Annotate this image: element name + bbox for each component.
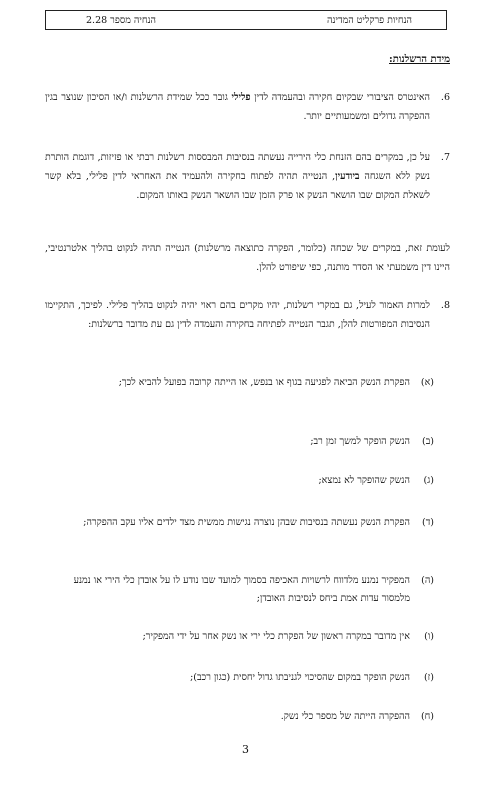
- text-segment: האינטרס הציבורי שבקיום חקירה ובהעמדה לדין: [250, 92, 430, 103]
- paragraph-text: [45, 88, 430, 126]
- list-item-letter: (ב): [422, 436, 434, 447]
- list-item-text: הנשק הופקר במקום שהסיכוי לגניבתו גדול יחסית (כגון רכב);: [190, 672, 410, 683]
- paragraph-7: [45, 148, 450, 205]
- paragraph-number: 6.: [440, 92, 450, 103]
- paragraph-number: 7.: [440, 152, 450, 163]
- text-segment: , הנטייה תהיה לפתוח בחקירה ולהעמיד את האחראי לדין פלילי, בלא קשר לשאלת המקום שבו הושאר הנשק או פרק הזמן שבו הושאר הנשק באותו המקום.: [45, 171, 430, 201]
- list-item-letter: (ח): [420, 711, 434, 722]
- paragraph-text: לעומת זאת, במקרים של שכחה (כלומר, הפקרה כתוצאה מרשלנות) הנטייה תהיה לנקוט בהליך אלטרנטיבי, היינו דין משמעתי או הסדר מותנה, כפי שיפורט להלן.: [45, 243, 450, 273]
- list-item-text: הפקרת הנשק הביאה לפגיעה בגוף או בנפש, או הייתה קרובה בפועל להביא לכך;: [118, 377, 410, 388]
- list-item-letter: (ד): [422, 517, 434, 528]
- list-item: [45, 572, 450, 608]
- paragraph-7-continuation: [45, 239, 450, 277]
- page-header: [45, 10, 447, 30]
- paragraph-8: [45, 296, 450, 334]
- list-item-letter: (ו): [424, 631, 434, 642]
- paragraph-text: למרות האמור לעיל, גם במקרי רשלנות, יהיו מקרים בהם ראוי יהיה לנקוט בהליך פלילי. לפיכך, התקיימו הנסיבות המפורטות להלן, תגבר הנטייה לפתיחה בחקירה והעמדה לדין גם עת מדובר ברשלנות:: [45, 300, 430, 330]
- section-title: מידת הרשלנות:: [389, 54, 450, 65]
- list-item: [45, 514, 450, 532]
- list-item: [45, 472, 450, 490]
- list-item-text: הנשק שהופקר לא נמצא;: [318, 475, 410, 486]
- paragraph-text: [45, 148, 430, 205]
- paragraph-number: 8.: [440, 300, 450, 311]
- list-item-text: הפקרת הנשק נעשתה בנסיבות שבהן נוצרה נגישות ממשית מצד ילדים אליו עקב ההפקרה;: [83, 517, 410, 528]
- text-segment: על כן, במקרים בהם הזנחת כלי הירייה נעשתה בנסיבות המבססות רשלנות רבתי או פזיזות, דוגמת הותרת נשק ללא השגחה: [45, 152, 430, 182]
- list-item: [45, 374, 450, 392]
- page-number: 3: [242, 743, 249, 756]
- list-item-text: המפקיר נמנע מלדווח לרשויות האכיפה בסמוך למועד שבו נודע לו על אובדן כלי הירי או נמנע מלמסור עדות אמת ביחס לנסיבות האובדן;: [73, 575, 410, 604]
- header-title: הנחיות פרקליט המדינה: [326, 14, 412, 26]
- list-item-text: אין מדובר במקרה ראשון של הפקרת כלי ירי או נשק אחר על ידי המפקיר;: [142, 631, 410, 642]
- text-segment: גובר ככל שמידת הרשלנות ו/או הסיכון שנוצר בגין ההפקרה גדולים ומשמעותיים יותר.: [45, 92, 430, 122]
- header-directive-number: הנחיה מספר 2.28: [86, 14, 157, 26]
- list-item: [45, 708, 450, 726]
- list-item: [45, 433, 450, 451]
- list-item-letter: (ה): [421, 575, 434, 586]
- list-item: [45, 628, 450, 646]
- bold-segment: ביודעין: [335, 171, 360, 182]
- list-item-text: הנשק הופקר למשך זמן רב;: [310, 436, 410, 447]
- list-item-letter: (א): [420, 377, 434, 388]
- bold-segment: פלילי: [231, 92, 251, 103]
- list-item: [45, 669, 450, 687]
- paragraph-6: [45, 88, 450, 126]
- list-item-text: ההפקרה הייתה של מספר כלי נשק.: [280, 711, 410, 722]
- list-item-letter: (ז): [423, 672, 434, 683]
- list-item-letter: (ג): [423, 475, 434, 486]
